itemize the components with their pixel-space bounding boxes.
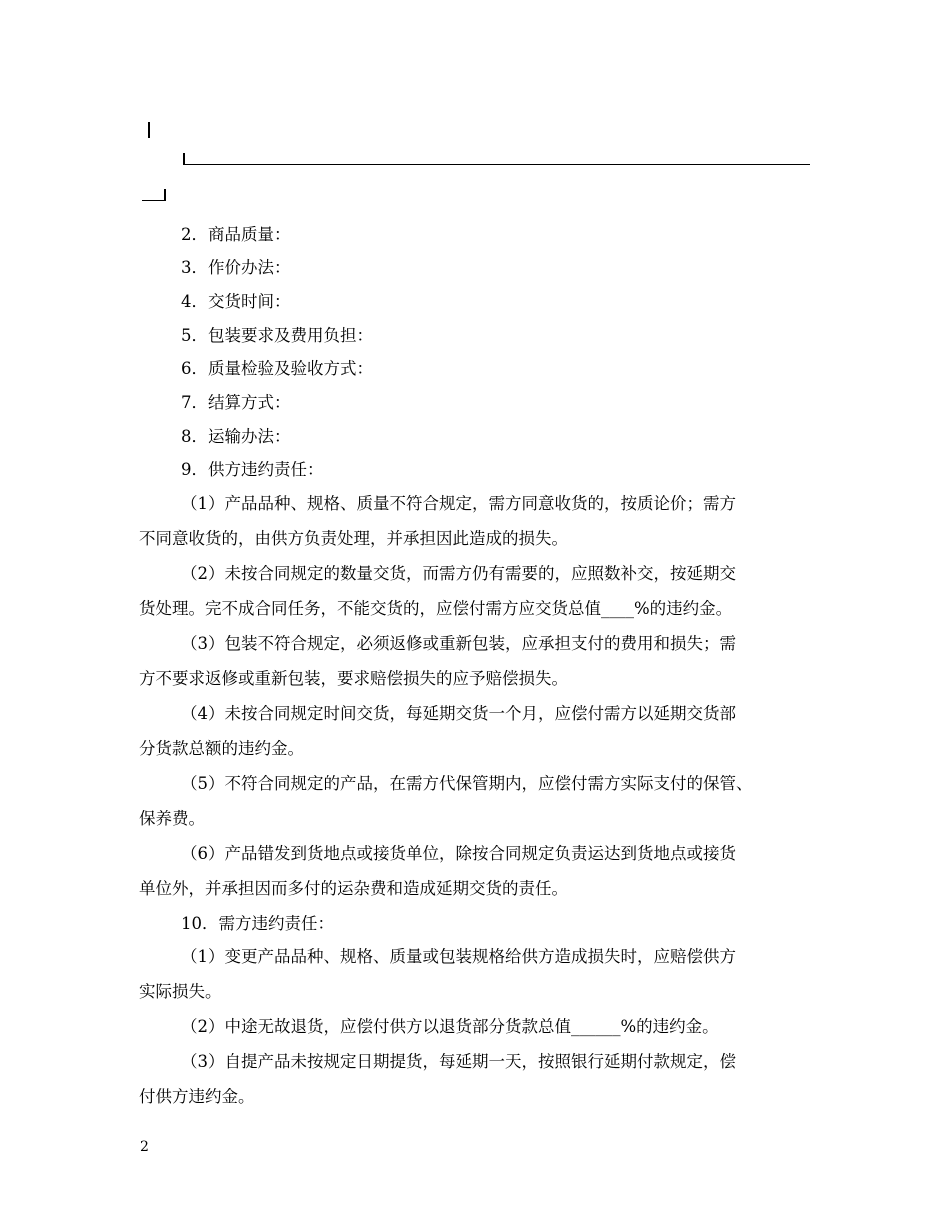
buyer-item-1-line-2: 实际损失。 — [139, 982, 222, 1001]
supplier-item-5-line-2: 保养费。 — [139, 809, 205, 828]
clause-4-delivery-time: 4．交货时间： — [181, 292, 291, 311]
clause-9-supplier-liability: 9．供方违约责任： — [181, 460, 324, 479]
supplier-item-4-line-1: （4）未按合同规定时间交货，每延期交货一个月，应偿付需方以延期交货部 — [181, 704, 736, 723]
supplier-item-5-line-1: （5）不符合同规定的产品，在需方代保管期内，应偿付需方实际支付的保管、 — [181, 774, 753, 793]
table-frame-end-line — [142, 200, 165, 201]
clause-8-transport: 8．运输办法： — [181, 427, 291, 446]
clause-3-pricing: 3．作价办法： — [181, 258, 291, 277]
page-number: 2 — [140, 1139, 149, 1155]
supplier-item-6-line-1: （6）产品错发到货地点或接货单位，除按合同规定负责运达到货地点或接货 — [181, 844, 736, 863]
supplier-item-3-line-1: （3）包装不符合规定，必须返修或重新包装，应承担支付的费用和损失；需 — [181, 634, 736, 653]
supplier-item-1-line-2: 不同意收货的，由供方负责处理，并承担因此造成的损失。 — [139, 529, 568, 548]
table-frame-end-corner — [164, 189, 166, 201]
buyer-item-3-line-2: 付供方违约金。 — [139, 1087, 255, 1106]
buyer-item-1-line-1: （1）变更产品品种、规格、质量或包装规格给供方造成损失时，应赔偿供方 — [181, 947, 736, 966]
supplier-item-2-line-1: （2）未按合同规定的数量交货，而需方仍有需要的，应照数补交，按延期交 — [181, 564, 736, 583]
supplier-item-4-line-2: 分货款总额的违约金。 — [139, 739, 304, 758]
clause-6-inspection: 6．质量检验及验收方式： — [181, 359, 373, 378]
clause-5-packaging: 5．包装要求及费用负担： — [181, 326, 373, 345]
supplier-item-3-line-2: 方不要求返修或重新包装，要求赔偿损失的应予赔偿损失。 — [139, 669, 568, 688]
buyer-item-3-line-1: （3）自提产品未按规定日期提货，每延期一天，按照银行延期付款规定，偿 — [181, 1052, 736, 1071]
clause-10-buyer-liability: 10．需方违约责任： — [181, 914, 334, 933]
supplier-item-2-line-2: 货处理。完不成合同任务，不能交货的，应偿付需方应交货总值____%的违约金。 — [139, 599, 733, 618]
table-frame-left-edge — [148, 122, 150, 138]
supplier-item-6-line-2: 单位外，并承担因而多付的运杂费和造成延期交货的责任。 — [139, 879, 568, 898]
buyer-item-2-line-1: （2）中途无故退货，应偿付供方以退货部分货款总值______%的违约金。 — [181, 1017, 719, 1036]
table-frame-bottom-border — [183, 164, 810, 165]
clause-2-quality: 2．商品质量： — [181, 225, 291, 244]
clause-7-settlement: 7．结算方式： — [181, 393, 291, 412]
supplier-item-1-line-1: （1）产品品种、规格、质量不符合规定，需方同意收货的，按质论价；需方 — [181, 494, 736, 513]
